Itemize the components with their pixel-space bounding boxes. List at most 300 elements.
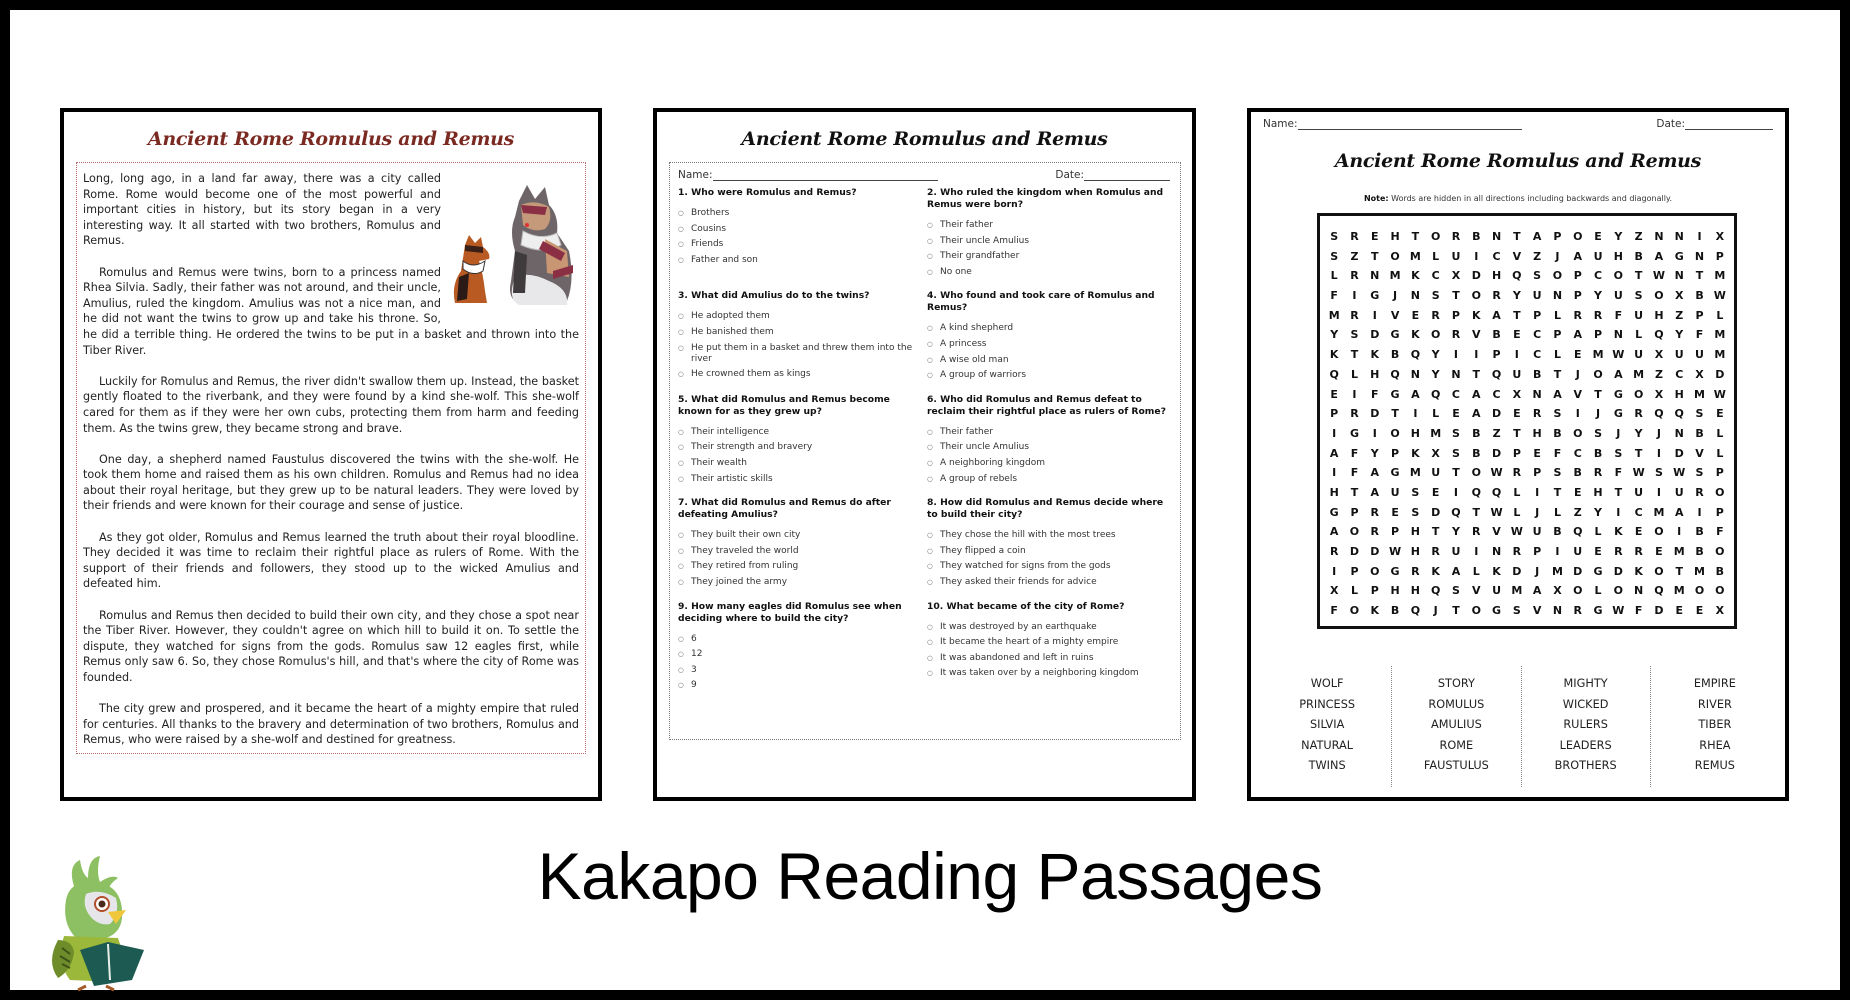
grid-letter[interactable]: E <box>1695 604 1704 618</box>
grid-letter[interactable]: C <box>1634 505 1643 519</box>
grid-letter[interactable]: S <box>1594 426 1602 440</box>
grid-letter[interactable]: M <box>1633 367 1645 381</box>
grid-letter[interactable]: R <box>1431 308 1440 322</box>
grid-letter[interactable]: S <box>1533 269 1542 283</box>
date-field[interactable] <box>1656 118 1773 130</box>
grid-letter[interactable]: P <box>1370 584 1379 598</box>
grid-letter[interactable]: L <box>1635 328 1643 342</box>
grid-letter[interactable]: Z <box>1573 505 1582 519</box>
grid-letter[interactable]: I <box>1453 348 1458 362</box>
grid-letter[interactable]: T <box>1411 230 1420 243</box>
grid-letter[interactable]: K <box>1471 308 1481 322</box>
grid-letter[interactable]: M <box>1694 387 1705 401</box>
grid-letter[interactable]: F <box>1634 604 1643 618</box>
grid-letter[interactable]: E <box>1513 328 1521 342</box>
grid-letter[interactable]: Q <box>1410 348 1421 362</box>
grid-letter[interactable]: O <box>1390 426 1400 440</box>
grid-letter[interactable]: O <box>1715 545 1725 558</box>
grid-letter[interactable]: R <box>1634 545 1643 558</box>
grid-letter[interactable]: O <box>1430 230 1441 243</box>
grid-letter[interactable]: S <box>1451 426 1460 440</box>
grid-letter[interactable]: F <box>1371 387 1379 401</box>
answer-option-radio[interactable]: ○ They flipped a coin <box>927 546 1172 557</box>
grid-letter[interactable]: A <box>1492 308 1501 322</box>
grid-letter[interactable]: S <box>1350 328 1359 342</box>
grid-letter[interactable]: W <box>1490 466 1503 480</box>
grid-letter[interactable]: K <box>1411 446 1420 460</box>
grid-letter[interactable]: U <box>1593 249 1603 263</box>
answer-option-radio[interactable]: ○ It was taken over by a neighboring kingdom <box>927 668 1172 679</box>
grid-letter[interactable]: L <box>1330 269 1338 283</box>
answer-option-radio[interactable]: ○ A wise old man <box>927 355 1172 366</box>
grid-letter[interactable]: L <box>1432 249 1440 263</box>
grid-letter[interactable]: Y <box>1370 446 1379 460</box>
grid-letter[interactable]: O <box>1349 525 1360 539</box>
grid-letter[interactable]: B <box>1472 230 1481 243</box>
grid-letter[interactable]: B <box>1492 328 1501 342</box>
grid-letter[interactable]: T <box>1513 230 1521 243</box>
grid-letter[interactable]: N <box>1410 289 1420 303</box>
grid-letter[interactable]: C <box>1594 269 1603 283</box>
grid-letter[interactable]: J <box>1656 426 1661 440</box>
grid-letter[interactable]: M <box>1430 426 1442 440</box>
grid-letter[interactable]: B <box>1553 426 1562 440</box>
grid-letter[interactable]: O <box>1471 466 1481 480</box>
grid-letter[interactable]: K <box>1329 348 1339 362</box>
grid-letter[interactable]: V <box>1472 584 1481 598</box>
answer-option-radio[interactable]: ○ A group of warriors <box>927 370 1172 381</box>
grid-letter[interactable]: L <box>1594 525 1602 539</box>
grid-letter[interactable]: D <box>1654 604 1664 618</box>
grid-letter[interactable]: D <box>1370 545 1380 558</box>
grid-letter[interactable]: O <box>1633 387 1644 401</box>
grid-letter[interactable]: K <box>1431 564 1440 578</box>
grid-letter[interactable]: P <box>1391 446 1400 460</box>
grid-letter[interactable]: Y <box>1614 230 1623 243</box>
grid-letter[interactable]: R <box>1593 466 1603 480</box>
grid-letter[interactable]: O <box>1573 584 1583 598</box>
grid-letter[interactable]: A <box>1370 485 1380 499</box>
grid-letter[interactable]: W <box>1632 466 1645 480</box>
grid-letter[interactable]: M <box>1714 328 1726 342</box>
grid-letter[interactable]: Q <box>1329 367 1339 381</box>
grid-letter[interactable]: Q <box>1430 584 1441 598</box>
answer-option-radio[interactable]: ○ A princess <box>927 339 1172 350</box>
grid-letter[interactable]: D <box>1370 407 1380 421</box>
grid-letter[interactable]: K <box>1411 269 1420 283</box>
grid-letter[interactable]: V <box>1532 604 1542 618</box>
grid-letter[interactable]: D <box>1431 505 1441 519</box>
grid-letter[interactable]: Y <box>1451 525 1460 539</box>
grid-letter[interactable]: S <box>1330 249 1339 263</box>
grid-letter[interactable]: H <box>1532 426 1542 440</box>
grid-letter[interactable]: A <box>1614 367 1623 381</box>
grid-letter[interactable]: A <box>1573 249 1582 263</box>
grid-letter[interactable]: U <box>1390 485 1400 499</box>
grid-letter[interactable]: E <box>1533 446 1541 460</box>
grid-letter[interactable]: M <box>1694 564 1705 578</box>
grid-letter[interactable]: X <box>1553 584 1562 598</box>
grid-letter[interactable]: X <box>1715 604 1725 618</box>
grid-letter[interactable]: I <box>1372 426 1377 440</box>
grid-letter[interactable]: U <box>1512 367 1522 381</box>
grid-letter[interactable]: W <box>1713 387 1726 401</box>
grid-letter[interactable]: X <box>1715 230 1725 243</box>
grid-letter[interactable]: T <box>1472 505 1481 519</box>
grid-letter[interactable]: Z <box>1533 249 1542 263</box>
answer-option-radio[interactable]: ○ He banished them <box>678 327 923 338</box>
grid-letter[interactable]: D <box>1573 564 1583 578</box>
grid-letter[interactable]: U <box>1695 348 1704 362</box>
grid-letter[interactable]: E <box>1371 230 1379 243</box>
grid-letter[interactable]: R <box>1593 308 1603 322</box>
answer-option-radio[interactable]: ○ He adopted them <box>678 311 923 322</box>
grid-letter[interactable]: B <box>1573 466 1582 480</box>
grid-letter[interactable]: O <box>1552 269 1563 283</box>
grid-letter[interactable]: D <box>1613 564 1623 578</box>
answer-option-radio[interactable]: ○ Their wealth <box>678 458 923 469</box>
answer-option-radio[interactable]: ○ A group of rebels <box>927 474 1172 485</box>
grid-letter[interactable]: D <box>1349 545 1360 558</box>
grid-letter[interactable]: T <box>1614 485 1623 499</box>
grid-letter[interactable]: X <box>1329 584 1339 598</box>
grid-letter[interactable]: R <box>1512 466 1522 480</box>
grid-letter[interactable]: Q <box>1674 407 1684 421</box>
grid-letter[interactable]: E <box>1431 485 1440 499</box>
grid-letter[interactable]: J <box>1595 407 1601 421</box>
grid-letter[interactable]: P <box>1350 505 1359 519</box>
grid-letter[interactable]: M <box>1511 584 1523 598</box>
grid-letter[interactable]: F <box>1614 308 1623 322</box>
answer-option-radio[interactable]: ○ Their strength and bravery <box>678 442 923 453</box>
grid-letter[interactable]: P <box>1492 348 1501 362</box>
grid-letter[interactable]: F <box>1350 466 1359 480</box>
grid-letter[interactable]: M <box>1673 545 1685 558</box>
grid-letter[interactable]: R <box>1532 407 1542 421</box>
name-field[interactable] <box>1263 118 1522 130</box>
grid-letter[interactable]: Y <box>1675 328 1684 342</box>
grid-letter[interactable]: U <box>1634 308 1644 322</box>
grid-letter[interactable]: Z <box>1675 308 1684 322</box>
grid-letter[interactable]: O <box>1390 249 1400 263</box>
grid-letter[interactable]: J <box>1535 564 1540 578</box>
grid-letter[interactable]: L <box>1594 584 1602 598</box>
grid-letter[interactable]: L <box>1472 564 1480 578</box>
grid-letter[interactable]: Q <box>1573 525 1583 539</box>
grid-letter[interactable]: I <box>1413 407 1418 421</box>
grid-letter[interactable]: P <box>1330 407 1339 421</box>
answer-option-radio[interactable]: ○ They asked their friends for advice <box>927 577 1172 588</box>
grid-letter[interactable]: I <box>1697 505 1702 519</box>
grid-letter[interactable]: E <box>1452 407 1460 421</box>
grid-letter[interactable]: U <box>1634 348 1644 362</box>
name-field[interactable] <box>678 169 938 181</box>
grid-letter[interactable]: X <box>1431 446 1440 460</box>
grid-letter[interactable]: Y <box>1431 367 1440 381</box>
grid-letter[interactable]: R <box>1634 407 1643 421</box>
grid-letter[interactable]: A <box>1573 328 1582 342</box>
answer-option-radio[interactable]: ○ They chose the hill with the most trees <box>927 530 1172 541</box>
answer-option-radio[interactable]: ○ Brothers <box>678 208 923 219</box>
grid-letter[interactable]: E <box>1573 485 1582 499</box>
grid-letter[interactable]: S <box>1695 466 1704 480</box>
grid-letter[interactable]: X <box>1512 387 1522 401</box>
grid-letter[interactable]: G <box>1329 505 1339 519</box>
grid-letter[interactable]: L <box>1513 485 1521 499</box>
grid-letter[interactable]: G <box>1593 564 1603 578</box>
grid-letter[interactable]: D <box>1715 367 1725 381</box>
grid-letter[interactable]: P <box>1553 328 1562 342</box>
grid-letter[interactable]: T <box>1350 485 1359 499</box>
grid-letter[interactable]: A <box>1451 564 1461 578</box>
grid-letter[interactable]: D <box>1370 328 1380 342</box>
grid-letter[interactable]: F <box>1695 328 1704 342</box>
answer-option-radio[interactable]: ○ They watched for signs from the gods <box>927 561 1172 572</box>
grid-letter[interactable]: Q <box>1491 485 1502 499</box>
grid-letter[interactable]: N <box>1451 367 1461 381</box>
grid-letter[interactable]: U <box>1451 545 1461 558</box>
grid-letter[interactable]: A <box>1472 407 1481 421</box>
grid-letter[interactable]: Y <box>1512 289 1521 303</box>
answer-option-radio[interactable]: ○ It was abandoned and left in ruins <box>927 653 1172 664</box>
grid-letter[interactable]: B <box>1715 564 1725 578</box>
grid-letter[interactable]: T <box>1513 308 1521 322</box>
grid-letter[interactable]: K <box>1492 564 1501 578</box>
grid-letter[interactable]: G <box>1390 466 1400 480</box>
grid-letter[interactable]: W <box>1612 348 1625 362</box>
grid-letter[interactable]: O <box>1694 584 1705 598</box>
answer-option-radio[interactable]: ○ Cousins <box>678 224 923 235</box>
date-field[interactable] <box>1055 169 1170 181</box>
grid-letter[interactable]: C <box>1451 387 1460 401</box>
grid-letter[interactable]: S <box>1451 584 1460 598</box>
grid-letter[interactable]: C <box>1431 269 1440 283</box>
grid-letter[interactable]: X <box>1654 387 1664 401</box>
answer-option-radio[interactable]: ○ No one <box>927 267 1172 278</box>
grid-letter[interactable]: H <box>1410 584 1420 598</box>
grid-letter[interactable]: R <box>1370 505 1380 519</box>
grid-letter[interactable]: S <box>1654 466 1663 480</box>
grid-letter[interactable]: O <box>1471 604 1481 618</box>
grid-letter[interactable]: O <box>1471 289 1481 303</box>
grid-letter[interactable]: C <box>1492 387 1501 401</box>
grid-letter[interactable]: T <box>1513 426 1521 440</box>
grid-letter[interactable]: M <box>1389 269 1401 283</box>
grid-letter[interactable]: B <box>1695 426 1704 440</box>
grid-letter[interactable]: R <box>1492 289 1501 303</box>
grid-letter[interactable]: T <box>1391 407 1399 421</box>
grid-letter[interactable]: M <box>1328 308 1340 322</box>
answer-option-radio[interactable]: ○ 3 <box>678 665 923 676</box>
grid-letter[interactable]: W <box>1673 466 1686 480</box>
answer-option-radio[interactable]: ○ He put them in a basket and threw them into the river <box>678 343 923 365</box>
grid-letter[interactable]: L <box>1350 584 1358 598</box>
grid-letter[interactable]: I <box>1514 348 1519 362</box>
grid-letter[interactable]: S <box>1330 230 1339 243</box>
answer-option-radio[interactable]: ○ Father and son <box>678 255 923 266</box>
grid-letter[interactable]: W <box>1510 525 1523 539</box>
grid-letter[interactable]: S <box>1512 604 1521 618</box>
grid-letter[interactable]: O <box>1593 367 1603 381</box>
grid-letter[interactable]: P <box>1573 289 1582 303</box>
grid-letter[interactable]: W <box>1389 545 1402 558</box>
grid-letter[interactable]: D <box>1512 564 1522 578</box>
grid-letter[interactable]: Y <box>1330 328 1339 342</box>
grid-letter[interactable]: G <box>1593 604 1603 618</box>
answer-option-radio[interactable]: ○ Their uncle Amulius <box>927 236 1172 247</box>
grid-letter[interactable]: B <box>1472 426 1481 440</box>
grid-letter[interactable]: I <box>1453 485 1458 499</box>
grid-letter[interactable]: B <box>1390 604 1400 618</box>
answer-option-radio[interactable]: ○ 6 <box>678 634 923 645</box>
grid-letter[interactable]: J <box>1535 505 1540 519</box>
grid-letter[interactable]: N <box>1370 269 1380 283</box>
grid-letter[interactable]: I <box>1332 426 1337 440</box>
grid-letter[interactable]: A <box>1553 387 1562 401</box>
grid-letter[interactable]: U <box>1532 525 1542 539</box>
grid-letter[interactable]: F <box>1614 466 1623 480</box>
grid-letter[interactable]: P <box>1573 269 1582 283</box>
grid-letter[interactable]: Q <box>1491 367 1502 381</box>
answer-option-radio[interactable]: ○ Friends <box>678 239 923 250</box>
grid-letter[interactable]: Y <box>1431 348 1440 362</box>
grid-letter[interactable]: E <box>1655 545 1663 558</box>
grid-letter[interactable]: M <box>1409 466 1421 480</box>
grid-letter[interactable]: S <box>1614 446 1623 460</box>
grid-letter[interactable]: P <box>1553 230 1562 243</box>
grid-letter[interactable]: N <box>1552 289 1563 303</box>
answer-option-radio[interactable]: ○ They retired from ruling <box>678 561 923 572</box>
grid-letter[interactable]: N <box>1694 249 1705 263</box>
grid-letter[interactable]: R <box>1451 230 1461 243</box>
grid-letter[interactable]: P <box>1512 446 1521 460</box>
grid-letter[interactable]: E <box>1594 230 1602 243</box>
grid-letter[interactable]: Q <box>1512 269 1522 283</box>
grid-letter[interactable]: T <box>1452 289 1460 303</box>
grid-letter[interactable]: O <box>1654 289 1664 303</box>
grid-letter[interactable]: Q <box>1451 505 1461 519</box>
grid-letter[interactable]: R <box>1695 485 1704 499</box>
grid-letter[interactable]: H <box>1410 426 1420 440</box>
grid-letter[interactable]: N <box>1552 604 1563 618</box>
grid-letter[interactable]: A <box>1532 230 1542 243</box>
grid-letter[interactable]: S <box>1411 505 1420 519</box>
grid-letter[interactable]: Y <box>1594 505 1603 519</box>
grid-letter[interactable]: E <box>1716 407 1724 421</box>
grid-letter[interactable]: P <box>1715 505 1724 519</box>
grid-letter[interactable]: C <box>1533 328 1542 342</box>
grid-letter[interactable]: T <box>1452 604 1460 618</box>
grid-letter[interactable]: Q <box>1471 485 1481 499</box>
grid-letter[interactable]: M <box>1714 348 1726 362</box>
grid-letter[interactable]: O <box>1715 485 1725 499</box>
grid-letter[interactable]: E <box>1634 525 1643 539</box>
grid-letter[interactable]: R <box>1431 545 1440 558</box>
grid-letter[interactable]: D <box>1471 269 1481 283</box>
grid-letter[interactable]: I <box>1677 525 1682 539</box>
grid-letter[interactable]: P <box>1350 564 1359 578</box>
grid-letter[interactable]: I <box>1575 407 1580 421</box>
grid-letter[interactable]: R <box>1573 308 1582 322</box>
grid-letter[interactable]: I <box>1474 545 1479 558</box>
grid-letter[interactable]: A <box>1329 446 1339 460</box>
grid-letter[interactable]: R <box>1614 545 1623 558</box>
grid-letter[interactable]: D <box>1491 407 1502 421</box>
grid-letter[interactable]: R <box>1451 328 1461 342</box>
answer-option-radio[interactable]: ○ Their intelligence <box>678 427 923 438</box>
grid-letter[interactable]: O <box>1613 269 1624 283</box>
grid-letter[interactable]: Z <box>1654 367 1663 381</box>
grid-letter[interactable]: S <box>1634 289 1643 303</box>
grid-letter[interactable]: Q <box>1654 407 1664 421</box>
grid-letter[interactable]: Q <box>1390 367 1400 381</box>
grid-letter[interactable]: A <box>1329 525 1339 539</box>
grid-letter[interactable]: P <box>1391 525 1400 539</box>
grid-letter[interactable]: O <box>1370 564 1380 578</box>
answer-option-radio[interactable]: ○ 12 <box>678 649 923 660</box>
grid-letter[interactable]: R <box>1350 269 1359 283</box>
grid-letter[interactable]: E <box>1513 407 1521 421</box>
grid-letter[interactable]: V <box>1573 387 1582 401</box>
grid-letter[interactable]: I <box>1555 545 1560 558</box>
grid-letter[interactable]: G <box>1390 328 1400 342</box>
grid-letter[interactable]: S <box>1695 407 1704 421</box>
grid-letter[interactable]: P <box>1715 466 1724 480</box>
grid-letter[interactable]: V <box>1695 446 1704 460</box>
answer-option-radio[interactable]: ○ Their uncle Amulius <box>927 442 1172 453</box>
grid-letter[interactable]: N <box>1410 367 1420 381</box>
grid-letter[interactable]: L <box>1716 426 1724 440</box>
grid-letter[interactable]: J <box>1575 367 1580 381</box>
grid-letter[interactable]: G <box>1390 387 1400 401</box>
grid-letter[interactable]: G <box>1492 604 1502 618</box>
grid-letter[interactable]: E <box>1411 308 1420 322</box>
grid-letter[interactable]: P <box>1695 308 1704 322</box>
grid-letter[interactable]: I <box>1474 249 1479 263</box>
grid-letter[interactable]: Q <box>1654 584 1664 598</box>
grid-letter[interactable]: G <box>1613 407 1623 421</box>
grid-letter[interactable]: X <box>1654 348 1664 362</box>
grid-letter[interactable]: T <box>1452 466 1460 480</box>
grid-letter[interactable]: N <box>1491 230 1502 243</box>
grid-letter[interactable]: H <box>1410 545 1420 558</box>
grid-letter[interactable]: I <box>1332 564 1337 578</box>
answer-option-radio[interactable]: ○ They joined the army <box>678 577 923 588</box>
grid-letter[interactable]: O <box>1654 525 1664 539</box>
grid-letter[interactable]: S <box>1411 485 1420 499</box>
answer-option-radio[interactable]: ○ A neighboring kingdom <box>927 458 1172 469</box>
grid-letter[interactable]: N <box>1654 230 1664 243</box>
grid-letter[interactable]: T <box>1350 348 1359 362</box>
grid-letter[interactable]: T <box>1675 564 1683 578</box>
grid-letter[interactable]: W <box>1652 269 1665 283</box>
grid-letter[interactable]: X <box>1674 289 1684 303</box>
grid-letter[interactable]: H <box>1329 485 1339 499</box>
grid-letter[interactable]: M <box>1653 505 1665 519</box>
grid-letter[interactable]: C <box>1533 348 1542 362</box>
grid-letter[interactable]: R <box>1370 525 1380 539</box>
grid-letter[interactable]: R <box>1329 545 1339 558</box>
grid-letter[interactable]: N <box>1491 545 1502 558</box>
grid-letter[interactable]: G <box>1370 289 1380 303</box>
grid-letter[interactable]: L <box>1432 407 1440 421</box>
grid-letter[interactable]: L <box>1350 367 1358 381</box>
grid-letter[interactable]: E <box>1573 348 1582 362</box>
grid-letter[interactable]: T <box>1594 387 1602 401</box>
grid-letter[interactable]: Q <box>1430 387 1441 401</box>
grid-letter[interactable]: M <box>1409 249 1421 263</box>
grid-letter[interactable]: J <box>1433 604 1438 618</box>
